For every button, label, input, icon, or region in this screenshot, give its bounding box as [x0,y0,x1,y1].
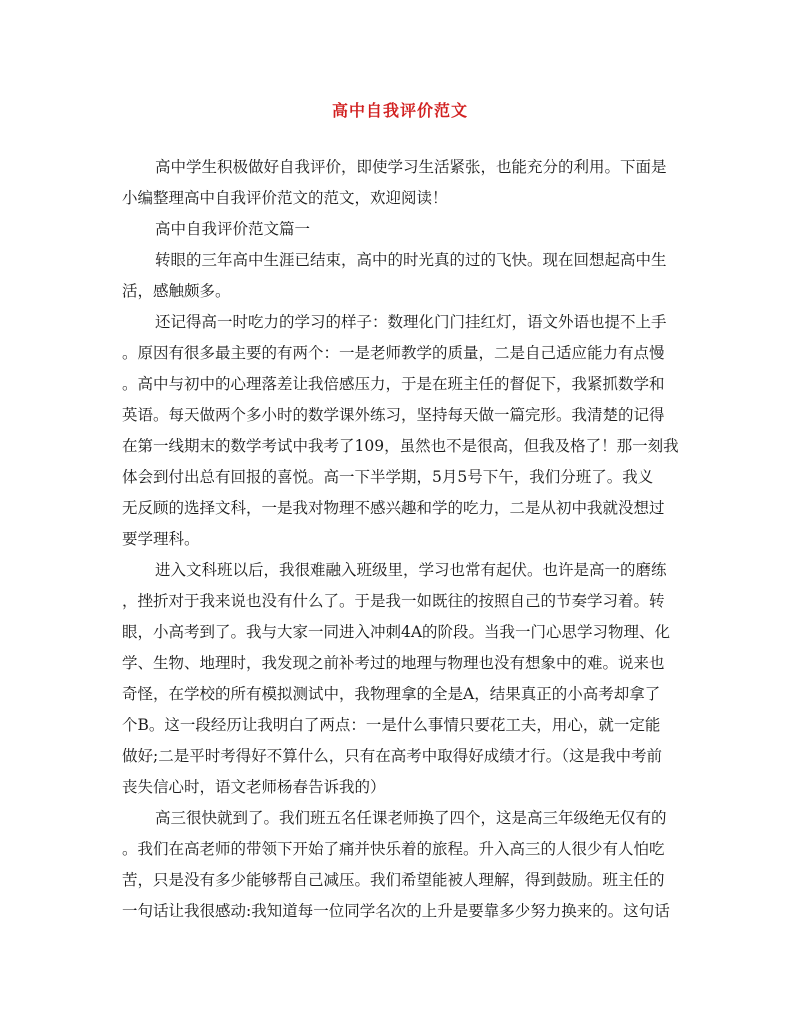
paragraph-line: 体会到付出总有回报的喜悦。高一下半学期，5月5号下午，我们分班了。我义 [122,468,654,486]
paragraph-line: 高三很快就到了。我们班五名任课老师换了四个，这是高三年级绝无仅有的 [155,809,667,827]
paragraph-line: 苦，只是没有多少能够帮自己减压。我们希望能被人理解，得到鼓励。班主任的 [122,871,665,889]
paragraph-line: 转眼的三年高中生涯已结束，高中的时光真的过的飞快。现在回想起高中生 [155,251,667,269]
paragraph-line: 丧失信心时，语文老师杨春告诉我的） [122,778,386,796]
paragraph-line: 小编整理高中自我评价范文的范文，欢迎阅读！ [122,189,448,207]
paragraph-line: 一句话让我很感动:我知道每一位同学名次的上升是要靠多少努力换来的。这句话 [122,902,670,920]
paragraph-line: 奇怪，在学校的所有模拟测试中，我物理拿的全是A，结果真正的小高考却拿了 [122,685,661,703]
paragraph-line: ，挫折对于我来说也没有什么了。于是我一如既往的按照自己的节奏学习着。转 [122,592,665,610]
paragraph-line: 。高中与初中的心理落差让我倍感压力，于是在班主任的督促下，我紧抓数学和 [122,375,665,393]
paragraph-line: 活，感触颇多。 [122,282,231,300]
paragraph-line: 做好;二是平时考得好不算什么，只有在高考中取得好成绩才行。（这是我中考前 [122,747,662,765]
paragraph-line: 学、生物、地理时，我发现之前补考过的地理与物理也没有想象中的难。说来也 [122,654,665,672]
paragraph-line: 还记得高一时吃力的学习的样子：数理化门门挂红灯，语文外语也提不上手 [155,313,667,331]
document-title: 高中自我评价范文 [331,101,468,120]
paragraph-line: 进入文科班以后，我很难融入班级里，学习也常有起伏。也许是高一的磨练 [155,561,667,579]
paragraph-line: 。原因有很多最主要的有两个：一是老师教学的质量，二是自己适应能力有点慢 [122,344,665,362]
document-body [122,152,682,927]
paragraph-line: 个B。这一段经历让我明白了两点：一是什么事情只要花工夫，用心，就一定能 [122,716,661,734]
paragraph-line: 眼，小高考到了。我与大家一同进入冲刺4A的阶段。当我一门心思学习物理、化 [122,623,671,641]
section-heading: 高中自我评价范文篇一 [155,220,311,238]
paragraph-line: 英语。每天做两个多小时的数学课外练习，坚持每天做一篇完形。我清楚的记得 [122,406,665,424]
paragraph-line: 。我们在高老师的带领下开始了痛并快乐着的旅程。升入高三的人很少有人怕吃 [122,840,665,858]
paragraph-line: 在第一线期末的数学考试中我考了109，虽然也不是很高，但我及格了！那一刻我 [122,437,679,455]
paragraph-line: 高中学生积极做好自我评价，即使学习生活紧张，也能充分的利用。下面是 [155,158,667,176]
paragraph-line: 无反顾的选择文科，一是我对物理不感兴趣和学的吃力，二是从初中我就没想过 [122,499,665,517]
paragraph-line: 要学理科。 [122,530,200,548]
